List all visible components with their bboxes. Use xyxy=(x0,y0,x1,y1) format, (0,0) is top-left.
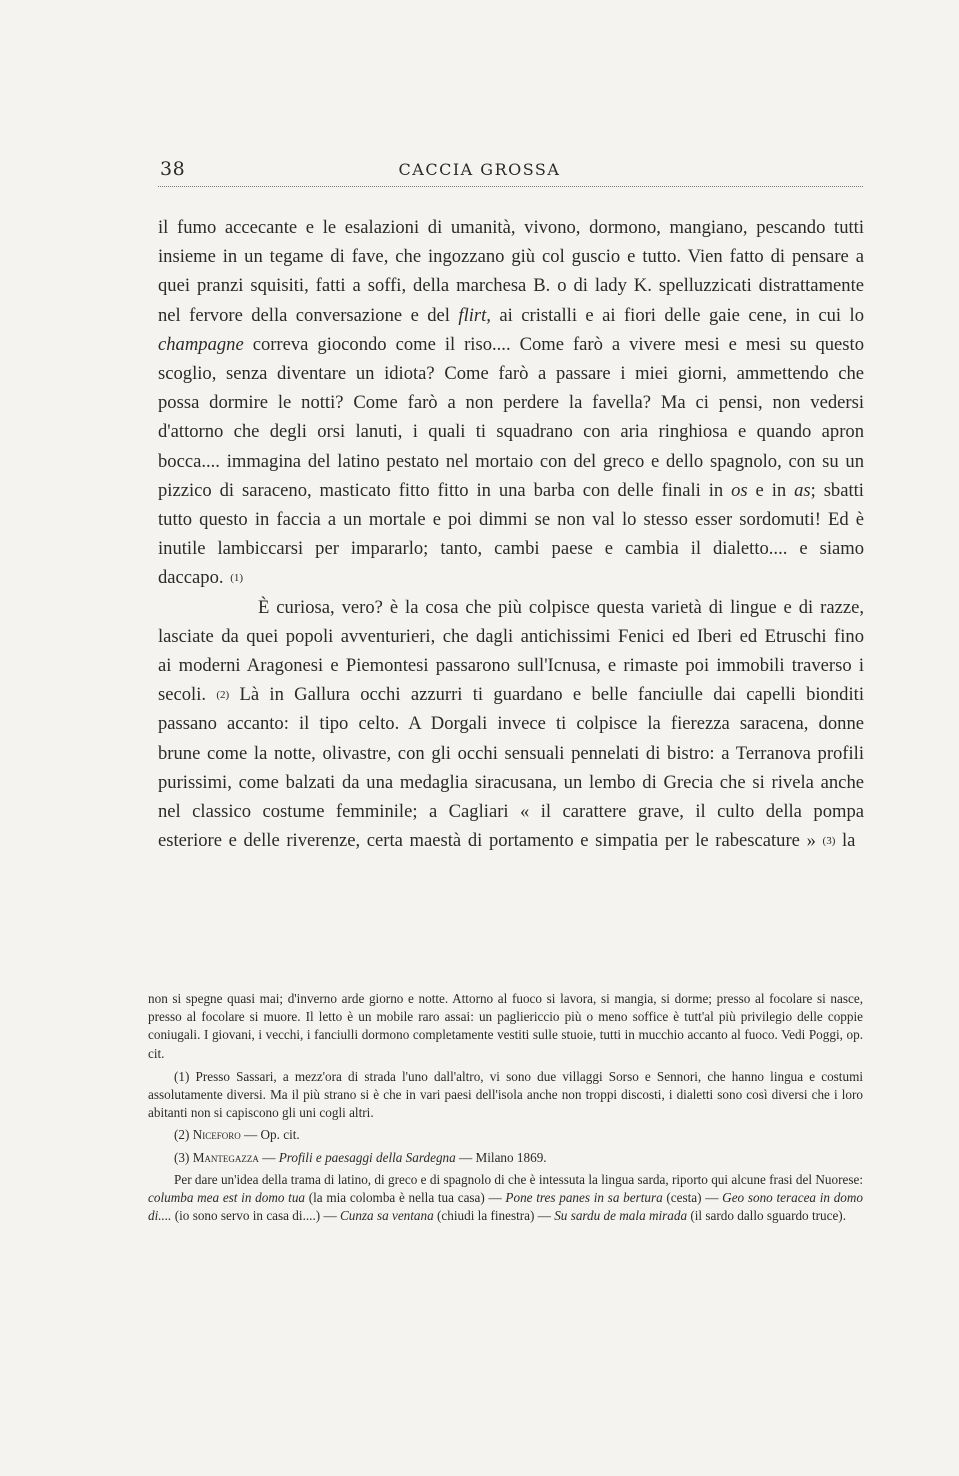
book-title: Profili e paesaggi della Sardegna xyxy=(278,1149,456,1165)
italic-word: as xyxy=(794,479,811,501)
footnote-ref-3: (3) xyxy=(822,835,836,848)
footnote-author: Niceforo xyxy=(192,1127,241,1143)
text-run: il fumo accecante e le esalazioni di umanità, vivono, dormono, mangiano, pescando tutti insieme in un tegame di fave, che ingozzano giù col guscio e tutto. Vien fatto di pensare a quei pranzi squisiti, fatti a soffi, della marchesa B. o di lady K. spelluzzicati distrattamente nel fervore della conversazione e del xyxy=(158,217,864,326)
italic-phrase: Su sardu de mala mirada xyxy=(554,1208,688,1224)
text-run: (io sono servo in casa di....) — xyxy=(171,1208,340,1224)
footnote-3 xyxy=(148,1149,863,1167)
text-run: (la mia colomba è nella tua casa) — xyxy=(305,1190,506,1206)
text-run: (cesta) — xyxy=(662,1190,723,1206)
text-run: (chiudi la finestra) — xyxy=(433,1208,555,1224)
footnote-2 xyxy=(148,1126,863,1144)
footnote-number: (2) xyxy=(174,1127,190,1143)
italic-phrase: Cunza sa ventana xyxy=(339,1208,434,1224)
paragraph-1 xyxy=(158,213,864,593)
footnote-ref-1: (1) xyxy=(230,572,244,585)
italic-word: os xyxy=(731,479,748,501)
footnotes xyxy=(148,990,863,1229)
footnote-3-continuation xyxy=(148,1171,863,1226)
main-text xyxy=(158,213,864,855)
text-run: ai cristalli e ai fiori delle gaie cene, in cui lo xyxy=(490,304,864,326)
page-number: 38 xyxy=(160,158,186,180)
italic-phrase: Pone tres panes in sa bertura xyxy=(505,1190,663,1206)
footnote-1: (1) Presso Sassari, a mezz'ora di strada l'uno dall'altro, vi sono due villaggi Sorso e Sennori, che hanno lingua e costumi assolutamente diversi. Ma il più strano si è che in vari paesi dell'isola anche non troppi discosti, i dialetti sono così diversi che i loro abitanti non si capiscono gli uni cogli altri. xyxy=(148,1068,863,1121)
text-run: — Milano 1869. xyxy=(455,1149,547,1165)
text-run: — Op. cit. xyxy=(240,1127,300,1143)
footnote-ref-2: (2) xyxy=(216,689,230,702)
text-run: Là in Gallura occhi azzurri ti guardano e belle fanciulle dai capelli bionditi passano accanto: il tipo celto. A Dorgali invece ti colpisce la fierezza saracena, donne brune come la notte, olivastre, con gli occhi sensuali pennelati di bistro: a Terranova profili purissimi, come balzati da una medaglia siracusana, un lembo di Grecia che si rivela anche nel classico costume femminile; a Cagliari « il carattere grave, il culto della pompa esteriore e delle riverenze, certa maestà di portamento e simpatia per le rabescature » xyxy=(158,684,864,852)
text-run: Per dare un'idea della trama di latino, di greco e di spagnolo di che è intessuta la lingua sarda, riporto qui alcune frasi del Nuorese: xyxy=(174,1171,863,1187)
text-run: — xyxy=(258,1149,279,1165)
text-run: la xyxy=(835,830,856,852)
text-run: È curiosa, vero? è la cosa che più colpisce questa varietà di lingue e di razze, lasciate da quei popoli avventurieri, che dagli antichissimi Fenici ed Iberi ed Etruschi fino ai moderni Aragonesi e Piemontesi passarono sull'Icnusa, e rimaste poi immobili traverso i secoli. xyxy=(158,596,864,706)
italic-word: champagne xyxy=(158,333,244,355)
italic-word: flirt, xyxy=(458,304,491,326)
header-rule xyxy=(158,186,863,189)
footnote-author: Mantegazza xyxy=(192,1149,259,1165)
italic-phrase: columba mea est in domo tua xyxy=(148,1190,306,1206)
text-run: correva giocondo come il riso.... Come farò a vivere mesi e mesi su questo scoglio, senza diventare un idiota? Come farò a passare i miei giorni, ammettendo che possa dormire le notti? Come farò a non perdere la favella? Ma ci pensi, non vedersi d'attorno che degli orsi lanuti, i quali ti squadrano con aria ringhiosa e quando apron bocca.... immagina del latino pestato nel mortaio con del greco e dello spagnolo, con su un pizzico di saraceno, masticato fitto fitto in una barba con delle finali in xyxy=(158,333,864,501)
paragraph-2 xyxy=(158,593,864,856)
text-run: (il sardo dallo sguardo truce). xyxy=(687,1208,846,1224)
footnote-number: (3) xyxy=(174,1149,190,1165)
text-run: e in xyxy=(747,479,795,501)
text-run: ; sbatti tutto questo in faccia a un mortale e poi dimmi se non val lo stesso esser sordomuti! Ed è inutile lambiccarsi per impararlo; tanto, cambi paese e cambia il dialetto.... e siamo daccapo. xyxy=(158,479,864,589)
italic-phrase: Geo sono teracea in domo di.... xyxy=(148,1190,864,1224)
footnote-continuation: non si spegne quasi mai; d'inverno arde giorno e notte. Attorno al fuoco si lavora, si mangia, si dorme; presso al focolare si nasce, presso al focolare si muore. Il letto è un mobile raro assai: un pagliericcio più o meno soffice è tutt'al più privilegio delle coppie coniugali. I giovani, i vecchi, i fanciulli dormono completamente vestiti sulle stuoie, tutti in mucchio accanto al fuoco. Vedi Poggi, op. cit. xyxy=(148,991,863,1061)
running-title: CACCIA GROSSA xyxy=(398,160,561,179)
